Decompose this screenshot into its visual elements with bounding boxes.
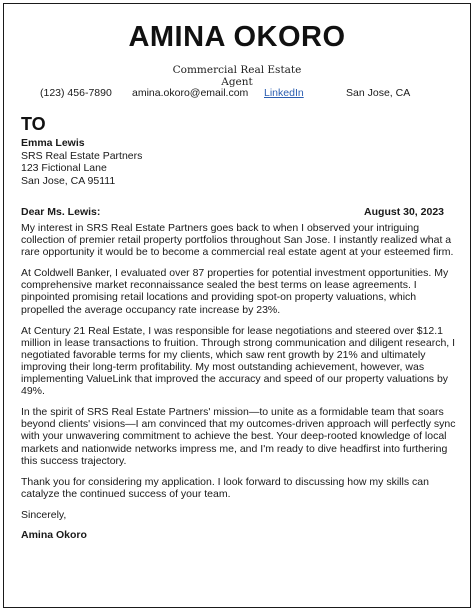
recipient-city: San Jose, CA 95111	[21, 174, 116, 187]
to-heading: TO	[21, 114, 46, 134]
body-paragraph: My interest in SRS Real Estate Partners goes back to when I observed your intriguing collection of premier retail property portfolios throughout San Jose. I instantly realized what a rare opportunity it would be to become a commercial real estate agent at your esteemed firm.	[21, 222, 454, 259]
contact-email: amina.okoro@email.com	[132, 87, 249, 99]
salutation: Dear Ms. Lewis:	[21, 206, 101, 218]
closing: Sincerely,	[21, 508, 67, 521]
recipient-street: 123 Fictional Lane	[21, 162, 107, 174]
applicant-title-line-1: Commercial Real Estate	[172, 64, 302, 76]
body-paragraph: At Coldwell Banker, I evaluated over 87 properties for potential investment opportunities. My comprehensive market reconnaissance sealed the best terms on lease agreements. I pinpointed promising retail locations and providing spot-on property valuations, which propelled the average occupancy rate increase by 23%.	[21, 267, 449, 316]
recipient-block	[21, 137, 142, 187]
letter-body	[21, 222, 459, 541]
applicant-title	[4, 64, 470, 88]
linkedin-link[interactable]: LinkedIn	[264, 87, 304, 99]
recipient-company: SRS Real Estate Partners	[21, 149, 143, 162]
applicant-name: AMINA OKORO	[128, 21, 346, 53]
body-paragraph: Thank you for considering my application. I look forward to discussing how my skills can catalyze the continued success of your team.	[21, 475, 429, 500]
cover-letter-page	[3, 3, 471, 608]
body-paragraph: In the spirit of SRS Real Estate Partners' mission—to unite as a formidable team that soars beyond clients' visions—I am convinced that my outcomes-driven approach will perfectly sync with your unwavering commitment to achieve the best. Your deep-rooted knowledge of local markets and nationwide networks impress me, and I'm ready to dive headfirst into furthering this success trajectory.	[21, 406, 456, 467]
contact-phone: (123) 456-7890	[40, 87, 112, 99]
signature: Amina Okoro	[21, 528, 87, 541]
letter-date: August 30, 2023	[364, 206, 444, 218]
body-paragraph: At Century 21 Real Estate, I was responsible for lease negotiations and steered over $12.1 million in lease transactions to fruition. Through strong communication and diligent research, I negotiated favorable terms for my clients, which saw rent growth by 21% and ultimately improving their long-term profitability. My most outstanding achievement, however, was implementing ValueLink that improved the accuracy and speed of our property valuations by 49%.	[21, 324, 456, 398]
applicant-title-line-2: Agent	[221, 76, 253, 88]
contact-location: San Jose, CA	[346, 87, 411, 99]
recipient-name: Emma Lewis	[21, 137, 85, 149]
